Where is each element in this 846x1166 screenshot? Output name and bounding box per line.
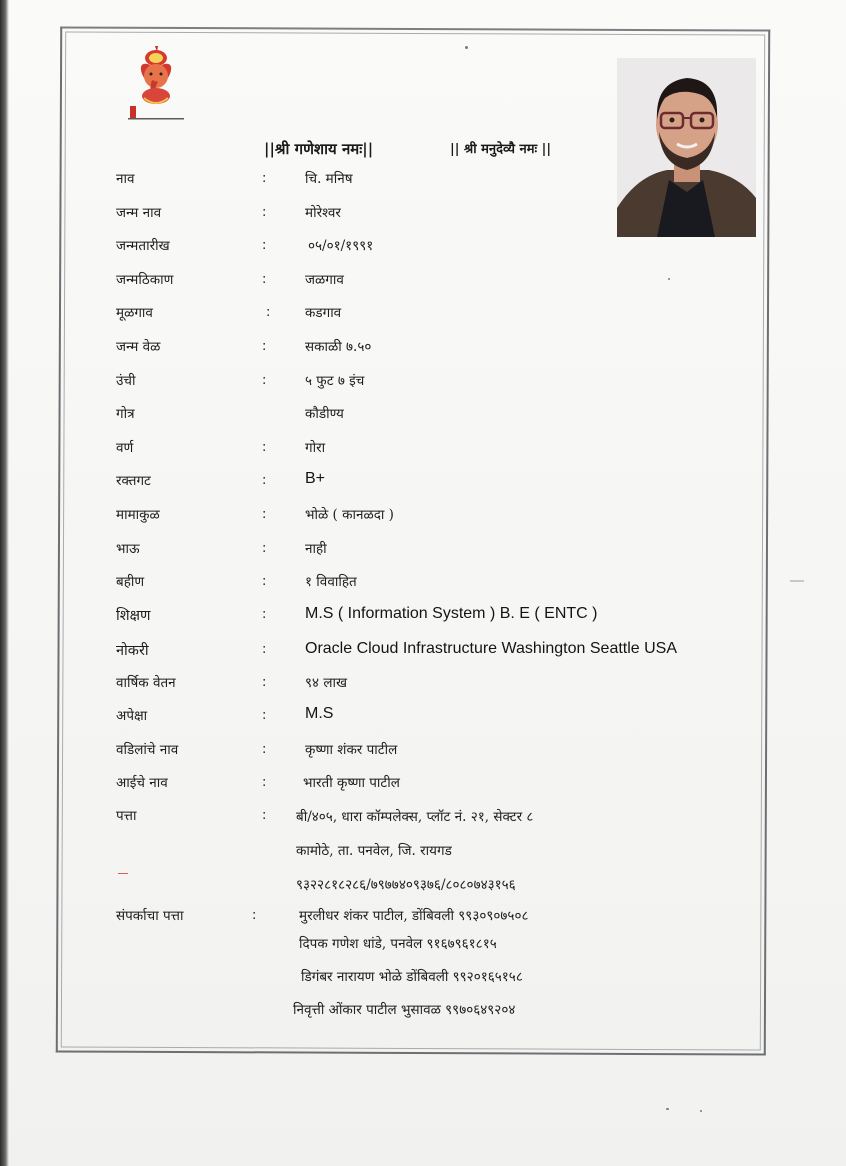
value-native-place: कडगाव	[305, 305, 342, 321]
colon: :	[266, 305, 271, 320]
scan-speck	[666, 1108, 669, 1110]
colon: :	[262, 742, 267, 757]
label-education: शिक्षण	[116, 608, 151, 624]
value-birth-place: जळगाव	[305, 272, 344, 288]
scan-speck	[118, 873, 128, 874]
address-line-2: कामोठे, ता. पनवेल, जि. रायगड	[296, 843, 452, 859]
label-birth-time: जन्म वेळ	[116, 339, 161, 355]
label-gotra: गोत्र	[116, 406, 135, 422]
label-birth-name: जन्म नाव	[116, 205, 162, 221]
value-maternal-family: भोळे ( कानळदा )	[305, 507, 394, 523]
label-maternal-family: मामाकुळ	[116, 507, 160, 523]
colon: :	[262, 708, 267, 723]
value-birth-time: सकाळी ७.५०	[305, 339, 372, 355]
label-contact: संपर्काचा पत्ता	[116, 908, 184, 924]
label-birth-place: जन्मठिकाण	[116, 272, 174, 288]
colon: :	[262, 775, 267, 790]
colon: :	[262, 171, 267, 186]
scan-speck	[465, 46, 468, 49]
value-complexion: गोरा	[305, 440, 326, 456]
label-expectation: अपेक्षा	[116, 708, 148, 724]
invocation-manudevi: || श्री मनुदेव्यै नमः ||	[450, 142, 552, 157]
label-birth-date: जन्मतारीख	[116, 238, 170, 254]
contact-line-3: डिगंबर नारायण भोळे डोंबिवली ९९२०१६५१५८	[301, 969, 523, 985]
colon: :	[262, 507, 267, 522]
label-name: नाव	[116, 171, 135, 187]
colon: :	[262, 440, 267, 455]
colon: :	[262, 541, 267, 556]
colon: :	[262, 473, 267, 488]
colon: :	[252, 908, 257, 923]
address-line-1: बी/४०५, धारा कॉम्पलेक्स, प्लॉट नं. २१, सेक्टर ८	[296, 809, 534, 825]
value-mother-name: भारती कृष्णा पाटील	[303, 775, 400, 791]
scan-speck	[668, 278, 670, 280]
label-annual-salary: वार्षिक वेतन	[116, 675, 176, 691]
label-occupation: नोकरी	[116, 643, 149, 659]
colon: :	[262, 675, 267, 690]
label-address: पत्ता	[116, 808, 137, 824]
label-father-name: वडिलांचे नाव	[116, 742, 179, 758]
colon: :	[262, 607, 267, 622]
value-father-name: कृष्णा शंकर पाटील	[305, 742, 398, 758]
label-native-place: मूळगाव	[116, 305, 153, 321]
scan-edge-shadow	[0, 0, 9, 1166]
colon: :	[262, 574, 267, 589]
value-gotra: कौडीण्य	[305, 406, 344, 422]
ganesha-emblem-icon	[128, 44, 186, 124]
contact-line-4: निवृत्ती ओंकार पाटील भुसावळ ९९७०६४९२०४	[293, 1002, 516, 1018]
value-name: चि. मनिष	[305, 171, 353, 187]
portrait-photo	[617, 58, 756, 237]
value-occupation: Oracle Cloud Infrastructure Washington Seattle USA	[305, 640, 678, 657]
scan-speck	[700, 1110, 702, 1112]
colon: :	[262, 339, 267, 354]
value-annual-salary: ९४ लाख	[305, 675, 348, 691]
address-phone-numbers: ९३२२८१८२८६/७९७७४०९३७६/८०८०७४३१५६	[296, 877, 516, 893]
contact-line-1: मुरलीधर शंकर पाटील, डोंबिवली ९९३०९०७५०८	[299, 908, 529, 924]
colon: :	[262, 373, 267, 388]
value-expectation: M.S	[305, 705, 334, 722]
contact-line-2: दिपक गणेश धांडे, पनवेल ९१६७९६१८१५	[299, 936, 497, 952]
label-blood-group: रक्तगट	[116, 473, 151, 489]
scan-speck	[790, 580, 804, 582]
colon: :	[262, 238, 267, 253]
value-height: ५ फुट ७ इंच	[305, 373, 365, 389]
label-height: उंची	[116, 373, 136, 389]
colon: :	[262, 642, 267, 657]
portrait-illustration	[617, 58, 756, 237]
invocation-ganesha: ||श्री गणेशाय नमः||	[264, 140, 374, 158]
value-blood-group: B+	[305, 470, 326, 487]
value-sister: १ विवाहित	[305, 574, 357, 590]
value-brother: नाही	[305, 541, 327, 557]
value-birth-date: ०५/०१/१९९१	[308, 238, 374, 254]
label-complexion: वर्ण	[116, 440, 134, 456]
label-brother: भाऊ	[116, 541, 140, 557]
value-birth-name: मोरेश्वर	[305, 205, 341, 221]
value-education: M.S ( Information System ) B. E ( ENTC )	[305, 605, 598, 622]
colon: :	[262, 272, 267, 287]
colon: :	[262, 808, 267, 823]
label-mother-name: आईचे नाव	[116, 775, 168, 791]
colon: :	[262, 205, 267, 220]
label-sister: बहीण	[116, 574, 145, 590]
